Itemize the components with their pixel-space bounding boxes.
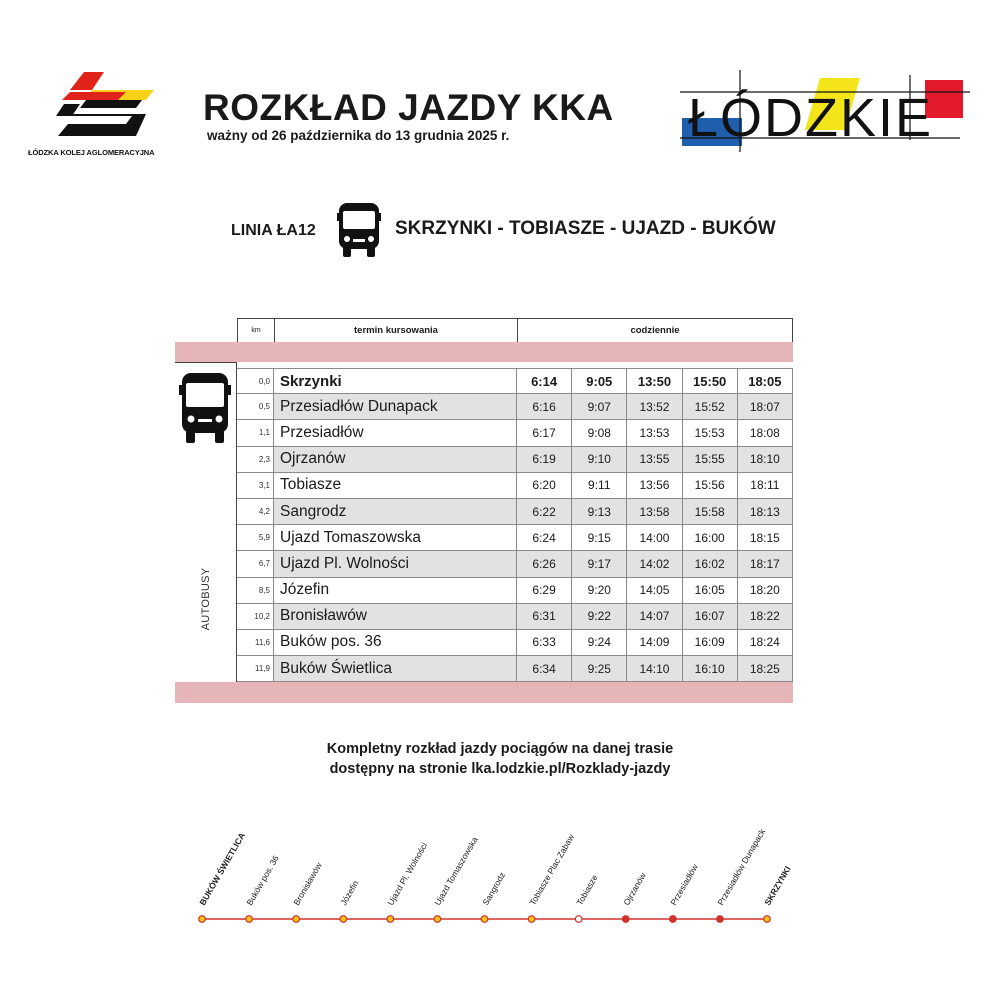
row-departure-time: 9:22 [572,604,627,629]
row-departure-time: 18:15 [738,525,793,550]
row-departure-time: 18:25 [738,656,793,681]
row-km: 1,1 [237,420,274,445]
route-stop-label: Tobiasze [573,872,600,907]
route-stop-marker [764,916,771,923]
row-departure-time: 6:33 [517,630,572,655]
row-departure-time: 9:05 [572,369,627,393]
row-departure-time: 9:13 [572,499,627,524]
row-departure-time: 16:02 [683,551,738,576]
table-header [237,318,793,342]
row-departure-time: 15:58 [683,499,738,524]
row-departure-time: 18:13 [738,499,793,524]
row-stop-name: Buków Świetlica [274,656,517,681]
validity-text: ważny od 26 października do 13 grudnia 2025 r. [207,128,510,143]
table-row [237,499,793,525]
row-departure-time: 15:50 [683,369,738,393]
row-departure-time: 13:55 [627,447,682,472]
row-stop-name: Bronisławów [274,604,517,629]
table-row [237,656,793,682]
row-departure-time: 9:20 [572,578,627,603]
route-stop-marker [340,916,347,923]
row-stop-name: Ujazd Pl. Wolności [274,551,517,576]
table-row [237,604,793,630]
route-stop-label: Ojrzanów [621,870,648,907]
row-departure-time: 18:08 [738,420,793,445]
row-departure-time: 6:17 [517,420,572,445]
table-row [237,525,793,551]
route-stop-marker [528,916,535,923]
row-departure-time: 6:26 [517,551,572,576]
row-km: 4,2 [237,499,274,524]
route-stop-marker [387,916,394,923]
row-departure-time: 9:07 [572,394,627,419]
row-departure-time: 16:05 [683,578,738,603]
row-departure-time: 9:17 [572,551,627,576]
route-stop-label: Sangrodz [479,870,507,907]
row-departure-time: 13:52 [627,394,682,419]
row-departure-time: 18:24 [738,630,793,655]
row-departure-time: 6:22 [517,499,572,524]
row-departure-time: 15:55 [683,447,738,472]
row-departure-time: 18:07 [738,394,793,419]
table-row [237,473,793,499]
row-stop-name: Sangrodz [274,499,517,524]
row-departure-time: 6:24 [517,525,572,550]
row-stop-name: Ojrzanów [274,447,517,472]
route-stop-label: Józefin [338,878,361,907]
row-departure-time: 18:05 [738,369,793,393]
lka-logo [28,70,178,165]
row-stop-name: Ujazd Tomaszowska [274,525,517,550]
row-departure-time: 18:10 [738,447,793,472]
row-departure-time: 14:02 [627,551,682,576]
header-km: km [238,319,275,342]
route-stop-label: Bronisławów [291,860,325,907]
row-departure-time: 13:58 [627,499,682,524]
row-km: 11,6 [237,630,274,655]
row-km: 8,5 [237,578,274,603]
info-note-line1: Kompletny rozkład jazdy pociągów na danej trasie [326,741,674,757]
table-row [237,447,793,473]
row-km: 6,7 [237,551,274,576]
row-departure-time: 13:53 [627,420,682,445]
info-note-line2: dostępny na stronie lka.lodzkie.pl/Rozklady-jazdy [329,761,671,777]
table-row [237,630,793,656]
table-row [237,420,793,446]
row-stop-name: Józefin [274,578,517,603]
row-departure-time: 13:56 [627,473,682,498]
bus-icon [337,203,381,259]
route-map [190,827,793,940]
row-departure-time: 6:14 [517,369,572,393]
row-stop-name: Skrzynki [274,369,517,393]
row-departure-time: 18:20 [738,578,793,603]
row-km: 11,9 [237,656,274,681]
row-departure-time: 15:52 [683,394,738,419]
route-stop-label: Tobiasze Plac Zabaw [526,832,576,907]
row-stop-name: Buków pos. 36 [274,630,517,655]
row-departure-time: 18:17 [738,551,793,576]
lodzkie-logo [680,70,970,155]
row-departure-time: 15:53 [683,420,738,445]
route-stop-marker [293,916,300,923]
route-stop-label: SKRZYNKI [762,864,793,907]
mode-column [175,362,237,682]
route-stop-label: Ujazd Pl. Wolności [385,840,430,907]
header-daily: codziennie [630,325,680,336]
mode-label: AUTOBUSY [200,567,212,631]
row-stop-name: Tobiasze [274,473,517,498]
table-row [237,578,793,604]
row-departure-time: 6:20 [517,473,572,498]
row-km: 3,1 [237,473,274,498]
row-departure-time: 16:00 [683,525,738,550]
row-departure-time: 6:16 [517,394,572,419]
band-bottom [175,682,793,703]
row-km: 10,2 [237,604,274,629]
row-departure-time: 9:11 [572,473,627,498]
row-departure-time: 14:07 [627,604,682,629]
route-stop-label: BUKÓW ŚWIETLICA [197,830,248,907]
operator-caption: ŁÓDZKA KOLEJ AGLOMERACYJNA [28,148,155,157]
route-stop-marker [717,916,724,923]
route-stop-marker [622,916,629,923]
row-km: 5,9 [237,525,274,550]
row-departure-time: 6:31 [517,604,572,629]
bus-icon-large [179,373,231,445]
row-departure-time: 13:50 [627,369,682,393]
row-departure-time: 14:09 [627,630,682,655]
route-stop-marker [199,916,206,923]
row-km: 2,3 [237,447,274,472]
table-row [237,368,793,394]
line-label: LINIA ŁA12 [231,222,316,239]
route-stop-marker [246,916,253,923]
row-departure-time: 9:24 [572,630,627,655]
route-stop-marker [670,916,677,923]
row-km: 0,5 [237,394,274,419]
route-stop-marker [434,916,441,923]
route-stop-marker [575,916,582,923]
route-stop-label: Przesiadłów Dunapack [715,827,768,907]
row-departure-time: 6:29 [517,578,572,603]
row-departure-time: 6:19 [517,447,572,472]
row-departure-time: 15:56 [683,473,738,498]
row-departure-time: 9:25 [572,656,627,681]
route-stop-marker [481,916,488,923]
lka-emblem-icon [56,70,156,140]
row-departure-time: 9:08 [572,420,627,445]
row-departure-time: 14:10 [627,656,682,681]
header-term: termin kursowania [275,319,518,342]
band-top [175,342,793,362]
lodzkie-logo-text: ŁÓDZKIE [688,88,934,148]
row-departure-time: 9:15 [572,525,627,550]
table-row [237,551,793,577]
table-row [237,394,793,420]
row-departure-time: 14:00 [627,525,682,550]
row-departure-time: 14:05 [627,578,682,603]
row-departure-time: 6:34 [517,656,572,681]
row-departure-time: 16:10 [683,656,738,681]
route-stop-label: Przesiadłów [668,862,700,907]
route-name: SKRZYNKI - TOBIASZE - UJAZD - BUKÓW [395,218,776,239]
route-stop-label: Ujazd Tomaszowska [432,835,481,907]
row-stop-name: Przesiadłów [274,420,517,445]
row-departure-time: 18:22 [738,604,793,629]
row-km: 0,0 [237,369,274,393]
row-departure-time: 16:07 [683,604,738,629]
row-departure-time: 16:09 [683,630,738,655]
route-stop-label: Buków pos. 36 [244,853,281,907]
row-departure-time: 9:10 [572,447,627,472]
row-departure-time: 18:11 [738,473,793,498]
table-rows [237,368,793,682]
row-stop-name: Przesiadłów Dunapack [274,394,517,419]
page-title: ROZKŁAD JAZDY KKA [203,87,614,128]
